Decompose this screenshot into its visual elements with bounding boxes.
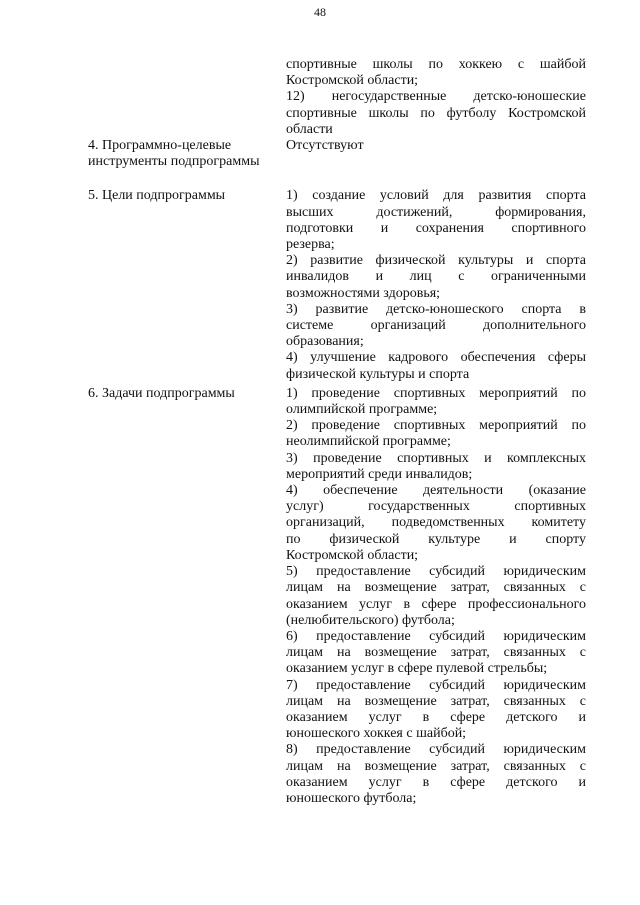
label-line: инструменты подпрограммы	[88, 154, 260, 170]
text-line: спортивные школы по хоккею с шайбой	[286, 57, 586, 72]
text-line: 4) улучшение кадрового обеспечения сферы	[286, 350, 586, 366]
list-item	[286, 418, 586, 450]
table-row	[88, 188, 588, 382]
list-item	[286, 253, 586, 302]
text-line: лицам на возмещение затрат, связанных с	[286, 693, 586, 709]
text-line: высших достижений, формирования,	[286, 204, 586, 220]
text-line: услуг) государственных спортивных	[286, 499, 586, 515]
text-line: 3) проведение спортивных и комплексных	[286, 450, 586, 466]
page-number: 48	[314, 5, 326, 19]
list-item	[286, 89, 586, 138]
list-item	[286, 678, 586, 743]
list-item	[286, 57, 586, 89]
text-line: 2) проведение спортивных мероприятий по	[286, 418, 586, 434]
text-line: 3) развитие детско-юношеского спорта в	[286, 301, 586, 317]
text-line: лицам на возмещение затрат, связанных с	[286, 758, 586, 774]
text-line: 6) предоставление субсидий юридическим	[286, 628, 586, 644]
text-line: возможностями здоровья;	[286, 285, 441, 301]
list-item	[286, 188, 586, 253]
list-item	[286, 742, 586, 807]
text-line: неолимпийской программе;	[286, 434, 451, 450]
text-line: 1) проведение спортивных мероприятий по	[286, 385, 586, 401]
text-line: по физической культуре и спорту	[286, 531, 586, 547]
row-value	[286, 138, 586, 170]
text-line: лицам на возмещение затрат, связанных с	[286, 580, 586, 596]
text-line: лицам на возмещение затрат, связанных с	[286, 645, 586, 661]
text-line: олимпийской программе;	[286, 402, 438, 418]
row-label	[88, 138, 286, 170]
list-item	[286, 629, 586, 678]
label-line: 6. Задачи подпрограммы	[88, 385, 235, 401]
table-row	[88, 386, 588, 807]
list-item	[286, 302, 586, 351]
list-item	[286, 350, 586, 382]
text-line: 1) создание условий для развития спорта	[286, 188, 586, 204]
text-line: оказанием услуг в сфере пулевой стрельбы;	[286, 661, 548, 677]
list-item	[286, 386, 586, 418]
text-line: образования;	[286, 334, 364, 350]
text-line: подготовки и сохранения спортивного	[286, 220, 586, 236]
text-line: 12) негосударственные детско-юношеские	[286, 89, 586, 105]
text-line: юношеского футбола;	[286, 790, 417, 806]
row-label	[88, 188, 286, 382]
text-line: организаций, подведомственных комитету	[286, 515, 586, 531]
row-value	[286, 188, 586, 382]
label-line: 5. Цели подпрограммы	[88, 188, 226, 204]
text-line: Костромской области;	[286, 547, 419, 563]
list-item	[286, 451, 586, 483]
text-line: (нелюбительского) футбола;	[286, 612, 455, 628]
label-line: 4. Программно-целевые	[88, 138, 232, 154]
table-row	[88, 138, 588, 170]
row-label	[88, 386, 286, 807]
text-line: оказанием услуг в сфере детского и	[286, 709, 586, 725]
passport-table	[88, 57, 588, 807]
text-line: Костромской области;	[286, 73, 419, 89]
text-line: мероприятий среди инвалидов;	[286, 466, 473, 482]
list-item	[286, 138, 586, 154]
list-item	[286, 564, 586, 629]
text-line: оказанием услуг в сфере профессионального	[286, 596, 586, 612]
list-item	[286, 483, 586, 564]
table-row	[88, 57, 588, 138]
text-line: 4) обеспечение деятельности (оказание	[286, 483, 586, 499]
text-line: юношеского хоккея с шайбой;	[286, 726, 467, 742]
text-line: оказанием услуг в сфере детского и	[286, 774, 586, 790]
text-line: 7) предоставление субсидий юридическим	[286, 677, 586, 693]
row-label	[88, 57, 286, 138]
text-line: резерва;	[286, 237, 335, 253]
text-line: системе организаций дополнительного	[286, 318, 586, 334]
row-value	[286, 57, 586, 138]
text-line: 2) развитие физической культуры и спорта	[286, 253, 586, 269]
text-line: 8) предоставление субсидий юридическим	[286, 742, 586, 758]
text-line: спортивные школы по футболу Костромской	[286, 105, 586, 121]
row-value	[286, 386, 586, 807]
text-line: физической культуры и спорта	[286, 366, 470, 382]
text-line: 5) предоставление субсидий юридическим	[286, 564, 586, 580]
text-line: области	[286, 121, 333, 137]
text-line: инвалидов и лиц с ограниченными	[286, 269, 586, 285]
text-line: Отсутствуют	[286, 138, 364, 154]
